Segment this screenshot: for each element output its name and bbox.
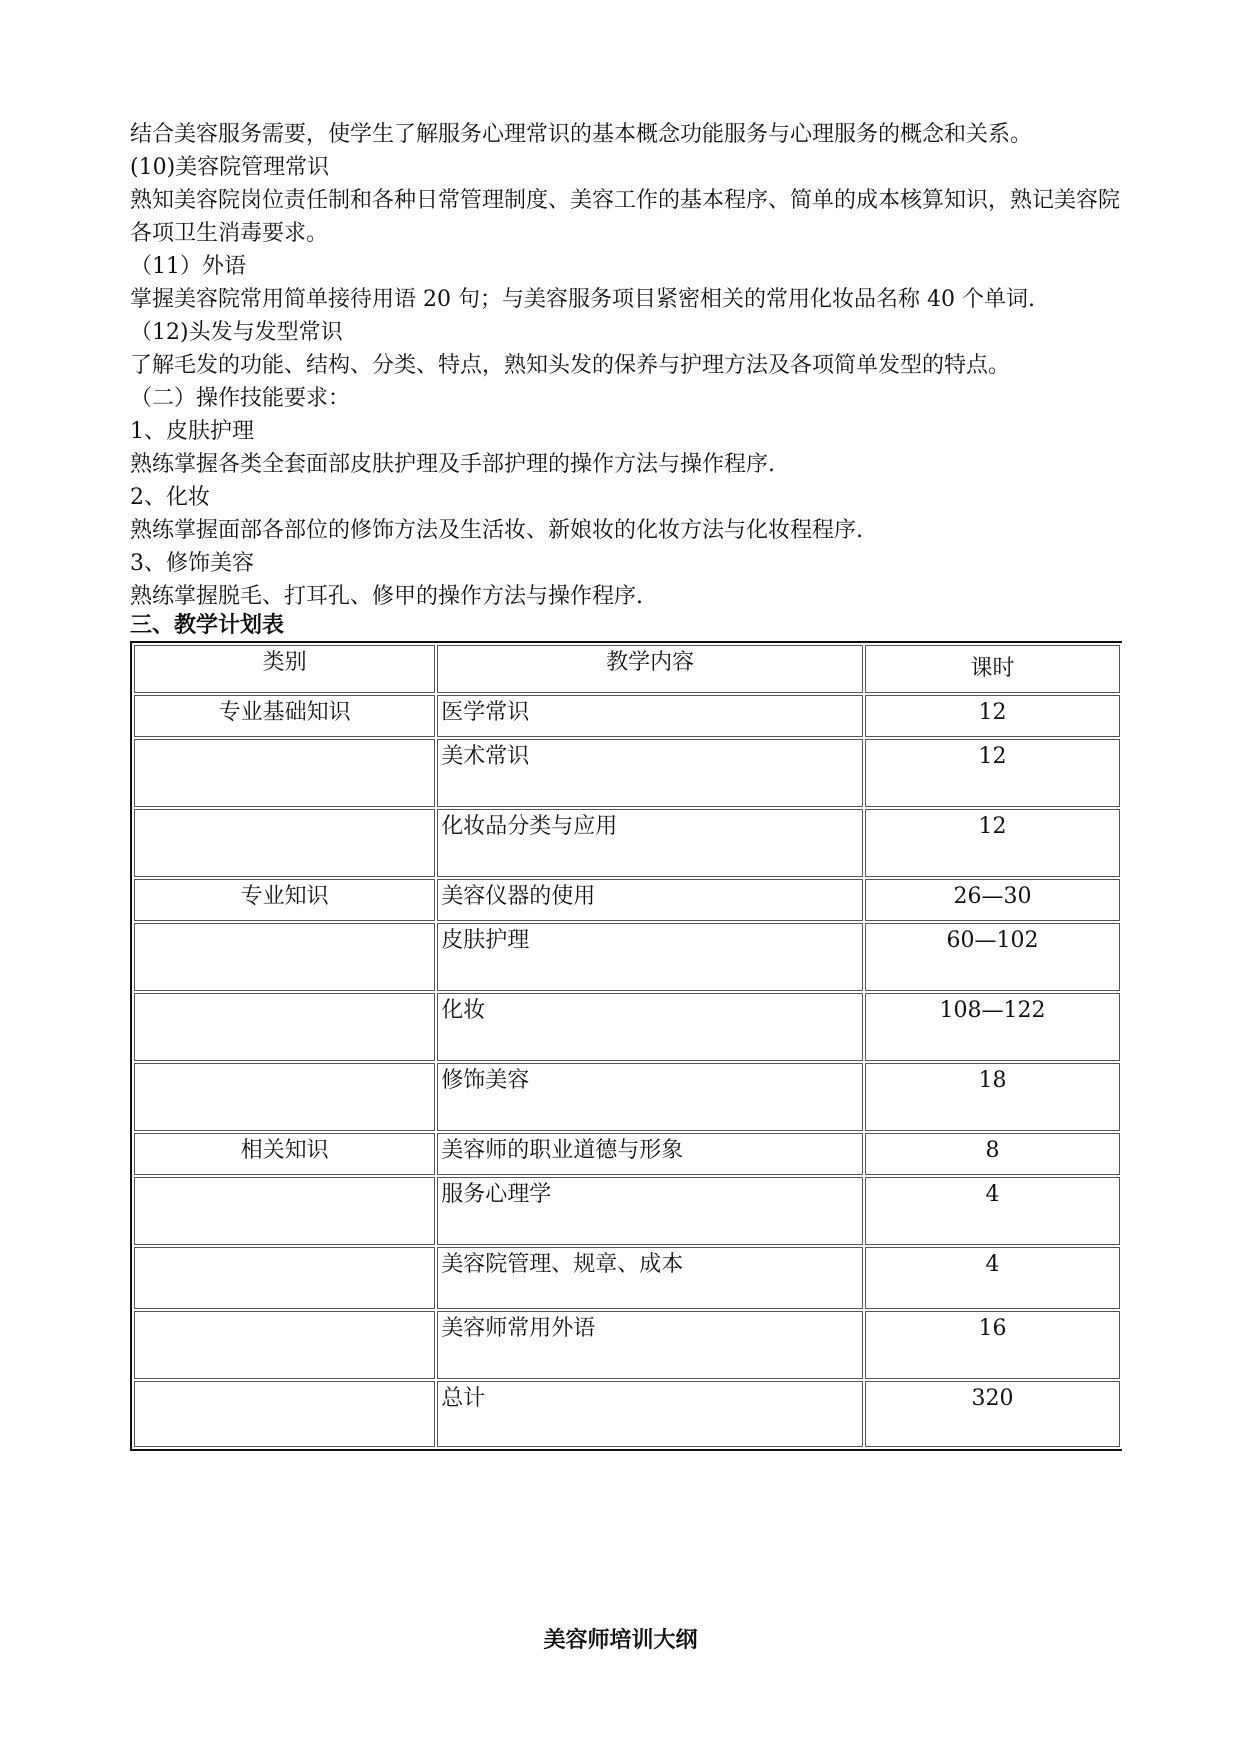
paragraph: 掌握美容院常用简单接待用语 20 句；与美容服务项目紧密相关的常用化妆品名称 40 个单词. — [130, 287, 1035, 312]
hours-cell: 16 — [865, 1311, 1120, 1379]
content-cell: 化妆品分类与应用 — [437, 809, 863, 877]
paragraph: 了解毛发的功能、结构、分类、特点，熟知头发的保养与护理方法及各项简单发型的特点。 — [130, 353, 1011, 378]
category-cell — [134, 993, 435, 1061]
category-cell — [134, 1177, 435, 1245]
subheading: （二）操作技能要求： — [130, 386, 351, 411]
content-cell: 医学常识 — [437, 695, 863, 737]
table-row — [134, 879, 1120, 921]
subheading: （12)头发与发型常识 — [130, 320, 343, 345]
table-row — [134, 1177, 1120, 1245]
hours-cell: 18 — [865, 1063, 1120, 1131]
subheading: 2、化妆 — [130, 485, 210, 510]
hours-cell: 12 — [865, 739, 1120, 807]
table-row — [134, 809, 1120, 877]
subheading: （11）外语 — [130, 254, 246, 279]
subheading: 3、修饰美容 — [130, 551, 254, 576]
content-cell: 总计 — [437, 1381, 863, 1447]
hours-cell: 8 — [865, 1133, 1120, 1175]
content-cell: 服务心理学 — [437, 1177, 863, 1245]
paragraph: 熟练掌握面部各部位的修饰方法及生活妆、新娘妆的化妆方法与化妆程程序. — [130, 518, 863, 543]
category-cell — [134, 739, 435, 807]
header-category: 类别 — [134, 645, 435, 693]
hours-cell: 320 — [865, 1381, 1120, 1447]
section-title: 三、教学计划表 — [130, 613, 285, 638]
hours-cell: 4 — [865, 1177, 1120, 1245]
subheading: (10)美容院管理常识 — [130, 155, 330, 180]
category-cell: 专业基础知识 — [134, 695, 435, 737]
hours-cell: 26—30 — [865, 879, 1120, 921]
paragraph: 结合美容服务需要，使学生了解服务心理常识的基本概念功能服务与心理服务的概念和关系。 — [130, 122, 1033, 147]
content-cell: 皮肤护理 — [437, 923, 863, 991]
table-row — [134, 1133, 1120, 1175]
hours-cell: 12 — [865, 809, 1120, 877]
header-hours: 课时 — [865, 645, 1120, 693]
content-cell: 美容师常用外语 — [437, 1311, 863, 1379]
footer-title: 美容师培训大纲 — [543, 1628, 698, 1653]
category-cell: 专业知识 — [134, 879, 435, 921]
category-cell — [134, 1063, 435, 1131]
table-header-row — [134, 645, 1120, 693]
hours-cell: 4 — [865, 1247, 1120, 1309]
table-row — [134, 1247, 1120, 1309]
content-cell: 美术常识 — [437, 739, 863, 807]
table-row — [134, 993, 1120, 1061]
category-cell — [134, 1247, 435, 1309]
table-row — [134, 923, 1120, 991]
teaching-plan-table — [130, 641, 1122, 1451]
category-cell — [134, 923, 435, 991]
table-row — [134, 1311, 1120, 1379]
content-cell: 化妆 — [437, 993, 863, 1061]
content-cell: 修饰美容 — [437, 1063, 863, 1131]
category-cell — [134, 809, 435, 877]
category-cell: 相关知识 — [134, 1133, 435, 1175]
hours-cell: 12 — [865, 695, 1120, 737]
category-cell — [134, 1311, 435, 1379]
hours-cell: 108—122 — [865, 993, 1120, 1061]
content-cell: 美容院管理、规章、成本 — [437, 1247, 863, 1309]
category-cell — [134, 1381, 435, 1447]
paragraph: 熟练掌握各类全套面部皮肤护理及手部护理的操作方法与操作程序. — [130, 452, 775, 477]
content-cell: 美容仪器的使用 — [437, 879, 863, 921]
header-content: 教学内容 — [437, 645, 863, 693]
paragraph: 熟知美容院岗位责任制和各种日常管理制度、美容工作的基本程序、简单的成本核算知识，熟记美容院各项卫生消毒要求。 — [130, 188, 1121, 246]
table-row — [134, 739, 1120, 807]
subheading: 1、皮肤护理 — [130, 419, 254, 444]
content-cell: 美容师的职业道德与形象 — [437, 1133, 863, 1175]
paragraph: 熟练掌握脱毛、打耳孔、修甲的操作方法与操作程序. — [130, 584, 643, 609]
table-row — [134, 695, 1120, 737]
document-page — [130, 118, 1120, 1451]
table-row — [134, 1381, 1120, 1447]
table-row — [134, 1063, 1120, 1131]
hours-cell: 60—102 — [865, 923, 1120, 991]
